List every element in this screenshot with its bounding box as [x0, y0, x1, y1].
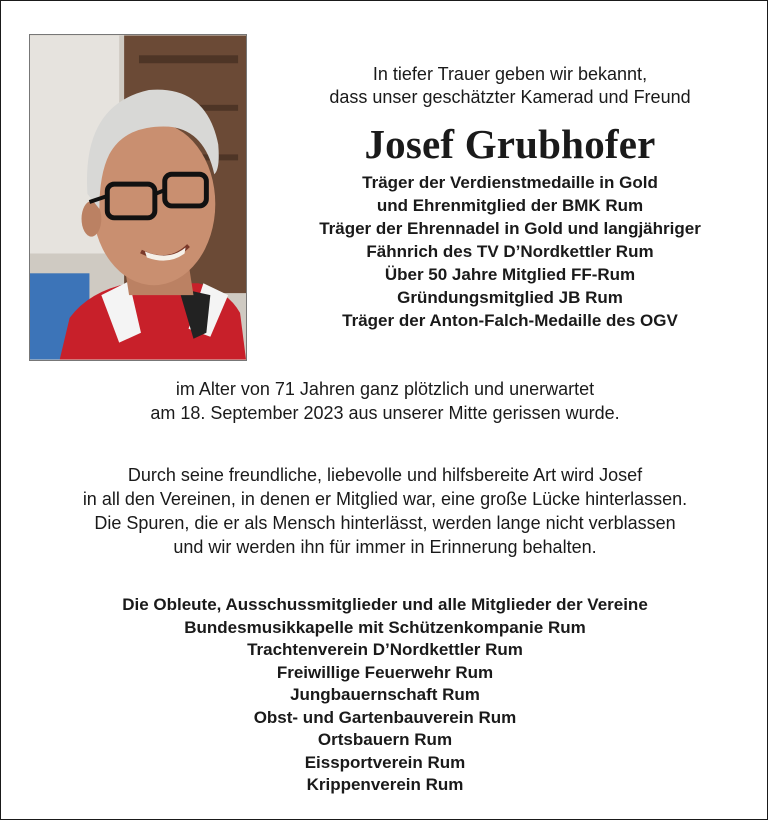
signer-line: Trachtenverein D’Nordkettler Rum: [247, 640, 523, 659]
honor-line: Träger der Verdienstmedaille in Gold: [362, 173, 658, 192]
honor-line: und Ehrenmitglied der BMK Rum: [376, 196, 644, 215]
death-notice-line: am 18. September 2023 aus unserer Mitte gerissen wurde.: [150, 403, 620, 423]
signer-line: Freiwillige Feuerwehr Rum: [276, 662, 494, 682]
tribute-line: und wir werden ihn für immer in Erinnerung behalten.: [173, 537, 597, 557]
death-notice-line: im Alter von 71 Jahren ganz plötzlich und unerwartet: [175, 379, 595, 399]
intro-line: dass unser geschätzter Kamerad und Freund: [329, 87, 691, 107]
honors-list: [269, 171, 751, 332]
honor-line: Fähnrich des TV D’Nordkettler Rum: [366, 242, 654, 261]
signer-line: Obst- und Gartenbauverein Rum: [253, 707, 517, 727]
honor-line: Gründungsmitglied JB Rum: [397, 288, 623, 307]
signer-line: Krippenverein Rum: [306, 775, 464, 794]
tribute-line: in all den Vereinen, in denen er Mitglied war, eine große Lücke hinterlassen.: [82, 489, 688, 509]
signer-line: Bundesmusikkapelle mit Schützenkompanie Rum: [184, 617, 586, 637]
signers-list: [21, 594, 749, 797]
death-notice-text: [21, 377, 749, 425]
tribute-text: [21, 463, 749, 559]
signer-line: Die Obleute, Ausschussmitglieder und alle Mitglieder der Vereine: [122, 595, 648, 614]
honor-line: Träger der Ehrennadel in Gold und langjähriger: [319, 219, 701, 238]
tribute-line: Durch seine freundliche, liebevolle und hilfsbereite Art wird Josef: [127, 465, 643, 485]
portrait-illustration: [30, 35, 246, 360]
tribute-line: Die Spuren, die er als Mensch hinterlässt, werden lange nicht verblassen: [94, 513, 676, 533]
signer-line: Eissportverein Rum: [304, 752, 466, 772]
signer-line: Ortsbauern Rum: [317, 730, 453, 749]
portrait-photo: [29, 34, 247, 361]
header-block: [269, 63, 751, 332]
honor-line: Über 50 Jahre Mitglied FF-Rum: [384, 265, 636, 284]
deceased-name: Josef Grubhofer: [364, 121, 656, 167]
intro-text: [269, 63, 751, 109]
intro-line: In tiefer Trauer geben wir bekannt,: [372, 64, 648, 84]
signer-line: Jungbauernschaft Rum: [290, 685, 480, 704]
honor-line: Träger der Anton-Falch-Medaille des OGV: [342, 311, 678, 330]
